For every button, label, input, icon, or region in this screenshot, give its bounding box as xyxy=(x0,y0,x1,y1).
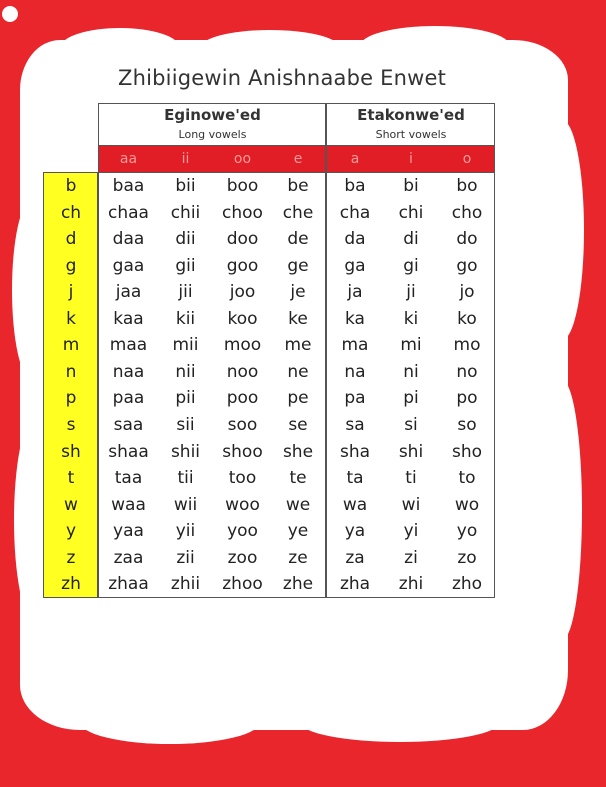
syllable-cell: na xyxy=(344,362,366,382)
syllable-cell: mii xyxy=(172,335,199,355)
syllable-cell: chi xyxy=(398,203,424,223)
syllable-cell: jii xyxy=(178,282,193,302)
syllable-cell: zii xyxy=(176,548,195,568)
syllable-cell: che xyxy=(282,203,314,223)
syllable-cell: zaa xyxy=(113,548,144,568)
syllable-cell: ko xyxy=(457,309,477,329)
short-vowels-subtitle: Short vowels xyxy=(375,128,447,141)
syllable-cell: noo xyxy=(226,362,259,382)
paper-edge xyxy=(200,30,340,66)
syllable-cell: so xyxy=(457,415,477,435)
syllable-cell: doo xyxy=(226,229,259,249)
paper-edge xyxy=(542,380,582,640)
syllable-cell: ne xyxy=(287,362,309,382)
syllable-cell: sho xyxy=(451,442,483,462)
syllable-cell: ji xyxy=(406,282,416,302)
syllable-cell: do xyxy=(456,229,478,249)
syllable-cell: bii xyxy=(175,176,196,196)
consonant-label: s xyxy=(66,415,76,435)
corner-hole xyxy=(2,6,18,22)
syllable-cell: moo xyxy=(223,335,262,355)
syllable-cell: mi xyxy=(400,335,422,355)
consonant-label: w xyxy=(64,495,78,515)
syllable-cell: gaa xyxy=(112,256,145,276)
syllable-cell: to xyxy=(458,468,476,488)
syllable-cell: boo xyxy=(226,176,259,196)
syllable-cell: ga xyxy=(344,256,366,276)
syllable-cell: be xyxy=(287,176,309,196)
syllable-cell: daa xyxy=(112,229,145,249)
syllable-cell: ze xyxy=(288,548,308,568)
syllable-cell: baa xyxy=(112,176,145,196)
consonant-label: p xyxy=(65,388,77,408)
syllable-cell: zha xyxy=(339,574,371,594)
syllable-cell: cho xyxy=(451,203,483,223)
consonant-label: b xyxy=(65,176,77,196)
syllable-cell: taa xyxy=(114,468,143,488)
paper-edge xyxy=(360,26,510,66)
syllable-cell: poo xyxy=(226,388,259,408)
syllable-cell: zho xyxy=(451,574,483,594)
syllable-cell: ni xyxy=(403,362,419,382)
vowel-header: o xyxy=(462,151,472,167)
syllable-cell: ba xyxy=(344,176,366,196)
syllable-cell: gi xyxy=(403,256,419,276)
vowel-header: a xyxy=(350,151,360,167)
syllable-cell: ma xyxy=(341,335,369,355)
syllable-cell: choo xyxy=(222,203,263,223)
consonant-label: k xyxy=(66,309,76,329)
syllable-cell: ki xyxy=(403,309,419,329)
syllable-cell: jaa xyxy=(115,282,142,302)
long-vowels-subtitle: Long vowels xyxy=(178,128,247,141)
consonant-label: zh xyxy=(61,574,81,594)
syllable-cell: ya xyxy=(344,521,366,541)
syllable-cell: ta xyxy=(346,468,364,488)
syllable-cell: joo xyxy=(229,282,256,302)
syllable-cell: tii xyxy=(177,468,194,488)
consonant-label: sh xyxy=(61,442,81,462)
syllable-cell: jo xyxy=(459,282,475,302)
vowel-header: aa xyxy=(119,151,138,167)
syllable-cell: yii xyxy=(175,521,196,541)
consonant-label: j xyxy=(68,282,74,302)
long-vowels-title: Eginowe'ed xyxy=(164,106,261,124)
syllable-cell: ye xyxy=(287,521,309,541)
syllable-cell: chaa xyxy=(108,203,149,223)
syllable-cell: shaa xyxy=(108,442,149,462)
consonant-label: d xyxy=(65,229,77,249)
syllable-cell: dii xyxy=(175,229,196,249)
syllable-cell: mo xyxy=(453,335,481,355)
consonant-label: n xyxy=(65,362,77,382)
syllable-cell: pii xyxy=(175,388,196,408)
paper-edge xyxy=(300,702,500,742)
syllable-cell: too xyxy=(228,468,257,488)
page-title: Zhibiigewin Anishnaabe Enwet xyxy=(118,66,447,90)
syllable-cell: saa xyxy=(113,415,144,435)
syllable-cell: we xyxy=(285,495,311,515)
syllable-cell: zo xyxy=(457,548,477,568)
syllable-cell: zoo xyxy=(227,548,258,568)
syllable-cell: zhe xyxy=(282,574,314,594)
syllable-cell: pe xyxy=(287,388,309,408)
syllable-cell: zhaa xyxy=(108,574,149,594)
syllable-cell: de xyxy=(287,229,309,249)
syllable-cell: woo xyxy=(225,495,260,515)
consonant-label: t xyxy=(67,468,75,488)
syllable-cell: zhii xyxy=(170,574,201,594)
syllable-cell: zhi xyxy=(398,574,424,594)
syllable-cell: bi xyxy=(403,176,419,196)
syllable-cell: paa xyxy=(112,388,145,408)
syllable-cell: ka xyxy=(345,309,365,329)
syllable-cell: shii xyxy=(170,442,201,462)
syllable-cell: koo xyxy=(227,309,258,329)
syllable-cell: wo xyxy=(454,495,480,515)
syllable-cell: po xyxy=(456,388,478,408)
paper-edge xyxy=(60,28,180,68)
syllable-cell: waa xyxy=(111,495,146,515)
syllable-cell: wii xyxy=(173,495,198,515)
syllable-cell: pi xyxy=(403,388,419,408)
syllable-cell: chii xyxy=(170,203,201,223)
consonant-label: g xyxy=(65,256,77,276)
syllable-cell: soo xyxy=(227,415,258,435)
syllable-cell: go xyxy=(456,256,478,276)
syllable-cell: no xyxy=(456,362,478,382)
syllable-cell: sa xyxy=(345,415,365,435)
syllable-cell: ge xyxy=(287,256,309,276)
vowel-header: i xyxy=(409,151,413,167)
syllable-cell: sha xyxy=(339,442,371,462)
syllable-cell: ti xyxy=(405,468,417,488)
paper-edge xyxy=(540,120,584,340)
syllable-cell: cha xyxy=(339,203,371,223)
consonant-label: m xyxy=(62,335,80,355)
short-vowels-title: Etakonwe'ed xyxy=(357,106,465,124)
syllable-cell: wi xyxy=(401,495,421,515)
syllable-cell: di xyxy=(403,229,419,249)
paper-edge xyxy=(80,700,260,744)
syllable-cell: zi xyxy=(404,548,418,568)
consonant-label: ch xyxy=(60,203,82,223)
syllable-cell: kii xyxy=(175,309,196,329)
syllable-cell: shi xyxy=(398,442,424,462)
syllable-cell: da xyxy=(344,229,366,249)
vowel-header: e xyxy=(293,151,303,167)
syllable-cell: bo xyxy=(456,176,478,196)
syllable-cell: maa xyxy=(109,335,148,355)
consonant-label: y xyxy=(65,521,77,541)
vowel-header: ii xyxy=(181,151,190,167)
syllable-cell: goo xyxy=(226,256,259,276)
syllable-cell: zhoo xyxy=(222,574,263,594)
consonant-label: z xyxy=(66,548,76,568)
syllable-cell: gii xyxy=(175,256,196,276)
syllable-cell: ke xyxy=(288,309,308,329)
syllable-cell: naa xyxy=(112,362,145,382)
syllable-cell: je xyxy=(290,282,306,302)
syllable-cell: me xyxy=(284,335,312,355)
syllable-cell: sii xyxy=(176,415,195,435)
syllable-cell: kaa xyxy=(113,309,144,329)
syllable-cell: yi xyxy=(403,521,419,541)
syllable-cell: za xyxy=(345,548,365,568)
syllable-cell: ja xyxy=(347,282,363,302)
syllable-cell: wa xyxy=(342,495,368,515)
syllable-cell: si xyxy=(404,415,418,435)
vowel-header: oo xyxy=(233,151,252,167)
syllable-cell: se xyxy=(288,415,308,435)
syllable-cell: te xyxy=(289,468,307,488)
syllable-cell: yaa xyxy=(113,521,144,541)
syllable-cell: yoo xyxy=(227,521,258,541)
syllable-cell: pa xyxy=(344,388,366,408)
syllable-cell: nii xyxy=(175,362,196,382)
syllable-cell: yo xyxy=(456,521,478,541)
syllable-cell: she xyxy=(282,442,314,462)
syllable-cell: shoo xyxy=(222,442,263,462)
